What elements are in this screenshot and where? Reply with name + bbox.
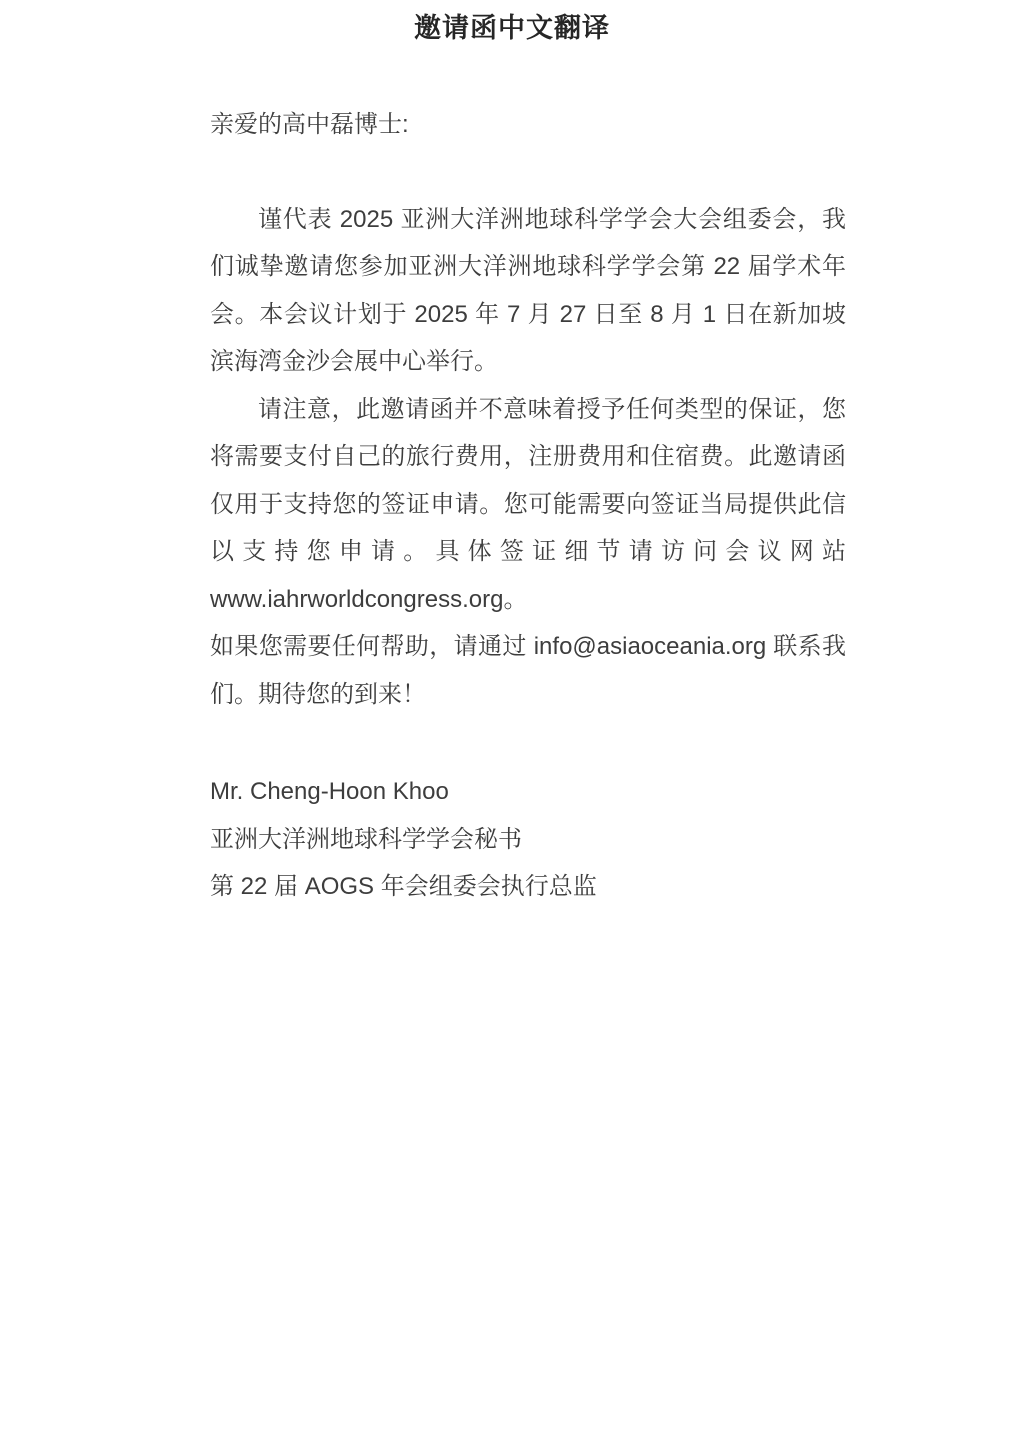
letter-body — [210, 101, 846, 911]
paragraph-visa-disclaimer: 请注意，此邀请函并不意味着授予任何类型的保证，您将需要支付自己的旅行费用，注册费用和住宿费。此邀请函仅用于支持您的签证申请。您可能需要向签证当局提供此信以支持您申请。具体签证细节请访问会议网站 www.iahrworldcongress.org。 — [210, 395, 846, 613]
signature-role-secretary: 亚洲大洋洲地球科学学会秘书 — [210, 825, 522, 853]
paragraph-invitation: 谨代表 2025 亚洲大洋洲地球科学学会大会组委会，我们诚挚邀请您参加亚洲大洋洲地球科学学会第 22 届学术年会。本会议计划于 2025 年 7 月 27 日至 8 月 1 日在新加坡滨海湾金沙会展中心举行。 — [210, 205, 846, 375]
signature-role-executive-director: 第 22 届 AOGS 年会组委会执行总监 — [210, 873, 597, 900]
letter-title: 邀请函中文翻译 — [414, 13, 610, 43]
paragraph-contact: 如果您需要任何帮助，请通过 info@asiaoceania.org 联系我们。期待您的到来！ — [210, 633, 846, 708]
letter-paragraphs — [210, 196, 846, 719]
salutation: 亲爱的高中磊博士: — [210, 111, 409, 138]
signature-block — [210, 768, 846, 911]
signature-name: Mr. Cheng-Hoon Khoo — [210, 778, 449, 805]
